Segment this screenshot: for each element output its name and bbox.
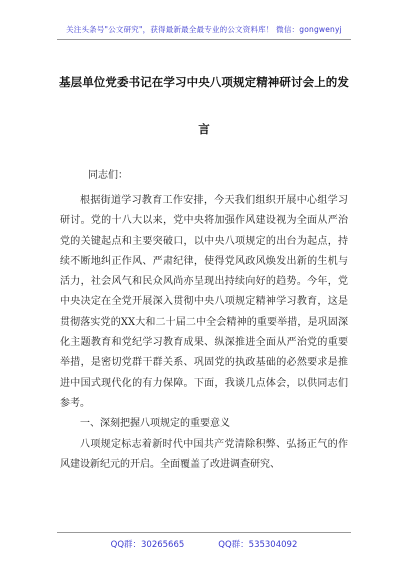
section-heading: 一、深刻把握八项规定的重要意义 <box>80 418 230 430</box>
body-paragraph: 根据街道学习教育工作安排，今天我们组织开展中心组学习研讨。党的十八大以来，党中央将加强作风建设视为全面从严治党的关键起点和主要突破口，以中央八项规定的出台为起点，持续不断地纠正作风、严肃纪律，使得党风政风焕发出新的生机与活力，社会风气和民众风尚亦呈现出持续向好的趋势。今年，党中央决定在全党开展深入贯彻中央八项规定精神学习教育，这是贯彻落实党的XX大和二十届二中全会精神的重要举措，是巩固深化主题教育和党纪学习教育成果、纵深推进全面从严治党的重要举措，是密切党群干群关系、巩固党的执政基础的必然要求是推进中国式现代化的有力保障。下面，我谈几点体会，以供同志们参考。 <box>60 195 348 409</box>
footer-qq-group-2: QQ群：535304092 <box>218 540 298 550</box>
footer <box>0 538 408 550</box>
footer-qq-group-1: QQ群：30265665 <box>110 540 185 550</box>
document-title-line-2: 言 <box>198 122 210 136</box>
header-banner: 关注头条号"公文研究"，获得最新最全最专业的公文资料库！ 微信：gongwenyj <box>66 25 342 34</box>
document-title-line-1: 基层单位党委书记在学习中央八项规定精神研讨会上的发 <box>59 75 349 89</box>
footer-divider <box>57 532 351 533</box>
salutation: 同志们： <box>88 170 128 181</box>
document-body <box>60 191 348 475</box>
header-divider <box>57 39 351 40</box>
section-paragraph: 八项规定标志着新时代中国共产党清除积弊、弘扬正气的作风建设新纪元的开启。全面覆盖了改进调查研究、 <box>60 438 348 470</box>
